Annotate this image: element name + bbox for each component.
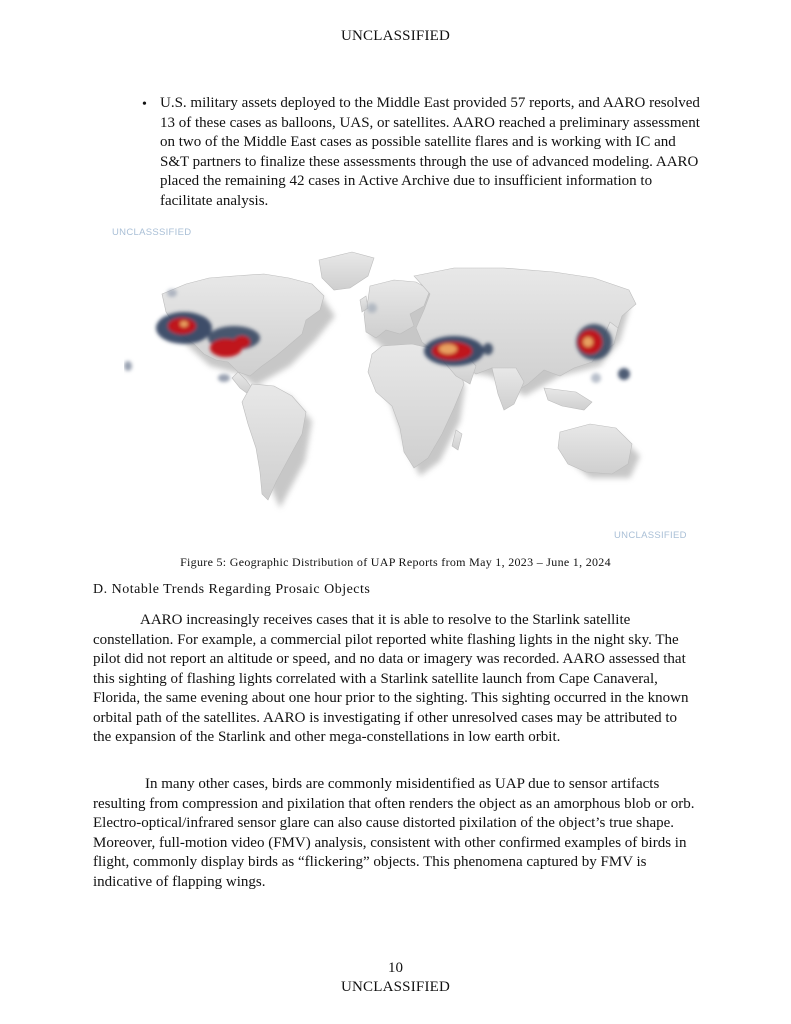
figure-marking-top: UNCLASSSIFIED	[112, 227, 192, 238]
south-america	[242, 384, 306, 500]
se-asia-islands	[544, 388, 592, 410]
footer-classification: UNCLASSIFIED	[340, 979, 451, 995]
header-classification: UNCLASSIFIED	[340, 28, 451, 44]
figure-caption: Figure 5: Geographic Distribution of UAP Reports from May 1, 2023 – June 1, 2024	[180, 555, 611, 569]
australia	[558, 424, 632, 474]
figure-marking-bottom: UNCLASSIFIED	[614, 530, 687, 541]
bullet-text: U.S. military assets deployed to the Middle East provided 57 reports, and AARO resolved 13 of these cases as balloons, UAS, or satellites. AARO reached a preliminary assessment on two of the Middle East cases as possible satellite flares and is working with IC and S&T partners to finalize these assessments through the use of advanced modeling. AARO placed the remaining 42 cases in Active Archive due to insufficient information to facilitate analysis.	[160, 95, 700, 209]
paragraph: In many other cases, birds are commonly misidentified as UAP due to sensor artifacts resulting from compression and pixilation that often renders the object as an amorphous blob or orb. Electro-optical/infrared sensor glare can also cause distorted pixilation of the object’s true shape. Moreover, full-motion video (FMV) analysis, consistent with other confirmed examples of birds in flight, commonly display birds as “flickering” objects. This phenomena captured by FMV is indicative of flapping wings.	[93, 776, 695, 890]
uap-heat-map	[124, 238, 680, 520]
india	[492, 368, 524, 410]
paragraph: AARO increasingly receives cases that it is able to resolve to the Starlink satellite constellation. For example, a commercial pilot reported white flashing lights in the night sky. The pilot did not report an altitude or speed, and no data or imagery was recorded. AARO assessed that this sighting of flashing lights correlated with a Starlink satellite launch from Cape Canaveral, Florida, the same evening about one hour prior to the sighting. This sighting occurred in the known orbital path of the satellites. AARO is investigating if other unresolved cases may be attributed to the expansion of the Starlink and other mega-constellations in low earth orbit.	[93, 612, 689, 745]
bullet-symbol: •	[142, 97, 147, 112]
page-number: 10	[388, 960, 403, 976]
section-heading: D. Notable Trends Regarding Prosaic Objects	[93, 582, 371, 597]
continents	[162, 252, 636, 500]
greenland	[319, 252, 374, 290]
